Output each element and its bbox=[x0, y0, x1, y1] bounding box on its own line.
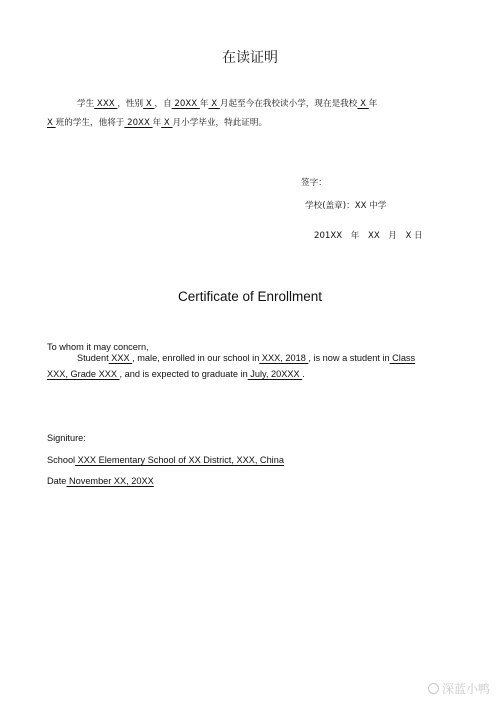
en-student-name: XXX bbox=[108, 353, 133, 363]
cn-school-value: XX 中学 bbox=[354, 201, 387, 211]
watermark-circle-icon bbox=[428, 683, 439, 694]
cn-text: ，自 bbox=[154, 99, 172, 109]
en-body-line-2 bbox=[47, 369, 305, 379]
en-school-label: School bbox=[47, 455, 76, 465]
en-grad-date: July, 20XXX bbox=[247, 369, 303, 379]
cn-gender: X bbox=[143, 99, 155, 109]
en-school-line bbox=[47, 455, 284, 465]
en-text: , and is expected to graduate in bbox=[119, 369, 248, 379]
en-enroll-date: XXX, 2018 bbox=[259, 353, 309, 363]
en-text: Student bbox=[77, 353, 109, 363]
cn-grad-year: 20XX bbox=[124, 118, 153, 128]
cn-enroll-month: X bbox=[208, 99, 220, 109]
cn-body-line-2 bbox=[47, 116, 267, 128]
cn-text: 月小学毕业，特此证明。 bbox=[172, 118, 268, 128]
watermark bbox=[428, 680, 490, 697]
cn-signature-label: 签字： bbox=[301, 178, 327, 188]
en-greeting: To whom it may concern, bbox=[47, 342, 149, 352]
en-date-label: Date bbox=[47, 476, 67, 486]
en-date-line bbox=[47, 476, 154, 486]
cn-class: X bbox=[47, 118, 56, 128]
en-title: Certificate of Enrollment bbox=[177, 289, 323, 304]
en-signature-label: Signiture: bbox=[47, 433, 86, 443]
cn-grade: X bbox=[357, 99, 369, 109]
cn-title: 在读证明 bbox=[222, 50, 278, 66]
cn-text: 年 bbox=[152, 118, 162, 128]
en-text: , male, enrolled in our school in bbox=[132, 353, 260, 363]
en-text: . bbox=[302, 369, 305, 379]
cn-school-line bbox=[305, 199, 386, 211]
en-date-value: November XX, 20XX bbox=[66, 476, 154, 486]
cn-text: 班的学生，他将于 bbox=[55, 118, 125, 128]
cn-body-line-1 bbox=[77, 97, 377, 109]
watermark-text: 深蓝小鸭 bbox=[441, 682, 490, 696]
en-class-rest: XXX, Grade XXX bbox=[47, 369, 120, 379]
cn-text: 年 bbox=[368, 99, 378, 109]
cn-date: 201XX 年 XX 月 X 日 bbox=[314, 231, 423, 241]
en-class-part: Class bbox=[389, 353, 416, 363]
cn-grad-month: X bbox=[161, 118, 173, 128]
cn-text: 学生 bbox=[77, 99, 95, 109]
cn-text: ，性别 bbox=[117, 99, 144, 109]
en-text: , is now a student in bbox=[308, 353, 390, 363]
cn-enroll-year: 20XX bbox=[171, 99, 200, 109]
en-body-line-1 bbox=[77, 353, 415, 363]
cn-school-label: 学校(盖章)： bbox=[305, 201, 355, 211]
cn-text: 年 bbox=[199, 99, 209, 109]
cn-text: 月起至今在我校读小学，现在是我校 bbox=[219, 99, 358, 109]
en-school-value: XXX Elementary School of XX District, XXX, China bbox=[75, 455, 284, 465]
cn-student-name: XXX bbox=[94, 99, 118, 109]
